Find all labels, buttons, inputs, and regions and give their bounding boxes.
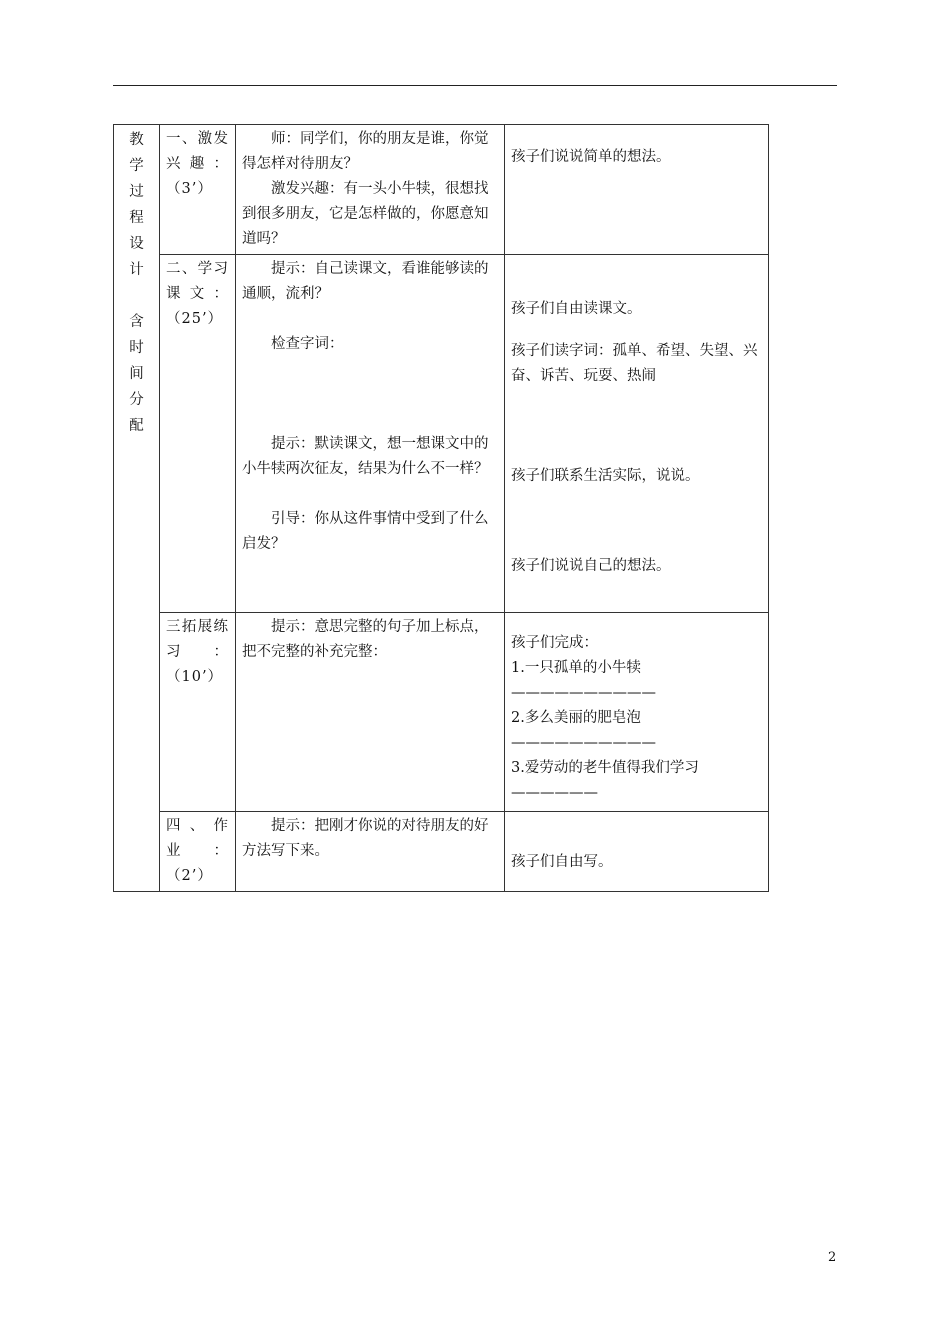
teacher-text: 提示：把刚才你说的对待朋友的好方法写下来。 [242, 818, 489, 859]
side-label-char: 教 [129, 132, 144, 148]
stage-cell: 二、学习课文：（25’） [160, 255, 236, 613]
student-cell [505, 255, 769, 613]
teacher-cell [236, 812, 505, 892]
teacher-text: 师：同学们，你的朋友是谁，你觉得怎样对待朋友？ [242, 131, 489, 172]
student-text: 1.一只孤单的小牛犊—————————— [511, 660, 656, 701]
teacher-text: 提示：意思完整的句子加上标点，把不完整的补充完整： [242, 619, 489, 660]
student-text: 孩子们说说自己的想法。 [511, 558, 671, 574]
page-number: 2 [828, 1250, 837, 1265]
table-row [114, 613, 769, 812]
student-text: 孩子们自由读课文。 [511, 301, 642, 317]
student-cell [505, 613, 769, 812]
teacher-text: 提示：自己读课文，看谁能够读的通顺，流利？ [242, 261, 489, 302]
side-label-char: 分 [129, 392, 144, 408]
table-row [114, 125, 769, 255]
teacher-text: 激发兴趣：有一头小牛犊，很想找到很多朋友，它是怎样做的，你愿意知道吗？ [242, 181, 489, 247]
side-label-char: 配 [129, 418, 144, 434]
stage-cell: 一、激发兴趣：（3’） [160, 125, 236, 255]
lesson-plan-table [113, 124, 769, 892]
header-rule [113, 85, 837, 86]
teacher-cell [236, 125, 505, 255]
side-label-char: 时 [129, 340, 144, 356]
side-label-char: 计 [129, 262, 144, 278]
side-label-char: 设 [129, 236, 144, 252]
side-label-char: 间 [129, 366, 144, 382]
side-label [114, 125, 160, 892]
student-text: 2.多么美丽的肥皂泡—————————— [511, 710, 656, 751]
table-row [114, 812, 769, 892]
table-row [114, 255, 769, 613]
student-text: 孩子们说说简单的想法。 [511, 149, 671, 165]
student-cell [505, 812, 769, 892]
teacher-cell [236, 613, 505, 812]
side-label-char: 过 [129, 184, 144, 200]
student-text: 孩子们自由写。 [511, 854, 613, 870]
teacher-text: 检查字词： [271, 336, 344, 352]
side-label-char: 含 [129, 314, 144, 330]
side-label-char: 程 [129, 210, 144, 226]
student-text: 孩子们读字词：孤单、希望、失望、兴奋、诉苦、玩耍、热闹 [511, 343, 758, 384]
teacher-text: 提示：默读课文，想一想课文中的小牛犊两次征友，结果为什么不一样？ [242, 436, 489, 477]
teacher-cell [236, 255, 505, 613]
student-cell [505, 125, 769, 255]
teacher-text: 引导：你从这件事情中受到了什么启发？ [242, 511, 489, 552]
stage-cell: 三拓展练习：（10’） [160, 613, 236, 812]
student-text: 孩子们完成： [511, 635, 598, 651]
student-text: 3.爱劳动的老牛值得我们学习—————— [511, 760, 699, 801]
side-label-char: 学 [129, 158, 144, 174]
stage-cell: 四、作业：（2’） [160, 812, 236, 892]
student-text: 孩子们联系生活实际，说说。 [511, 468, 700, 484]
